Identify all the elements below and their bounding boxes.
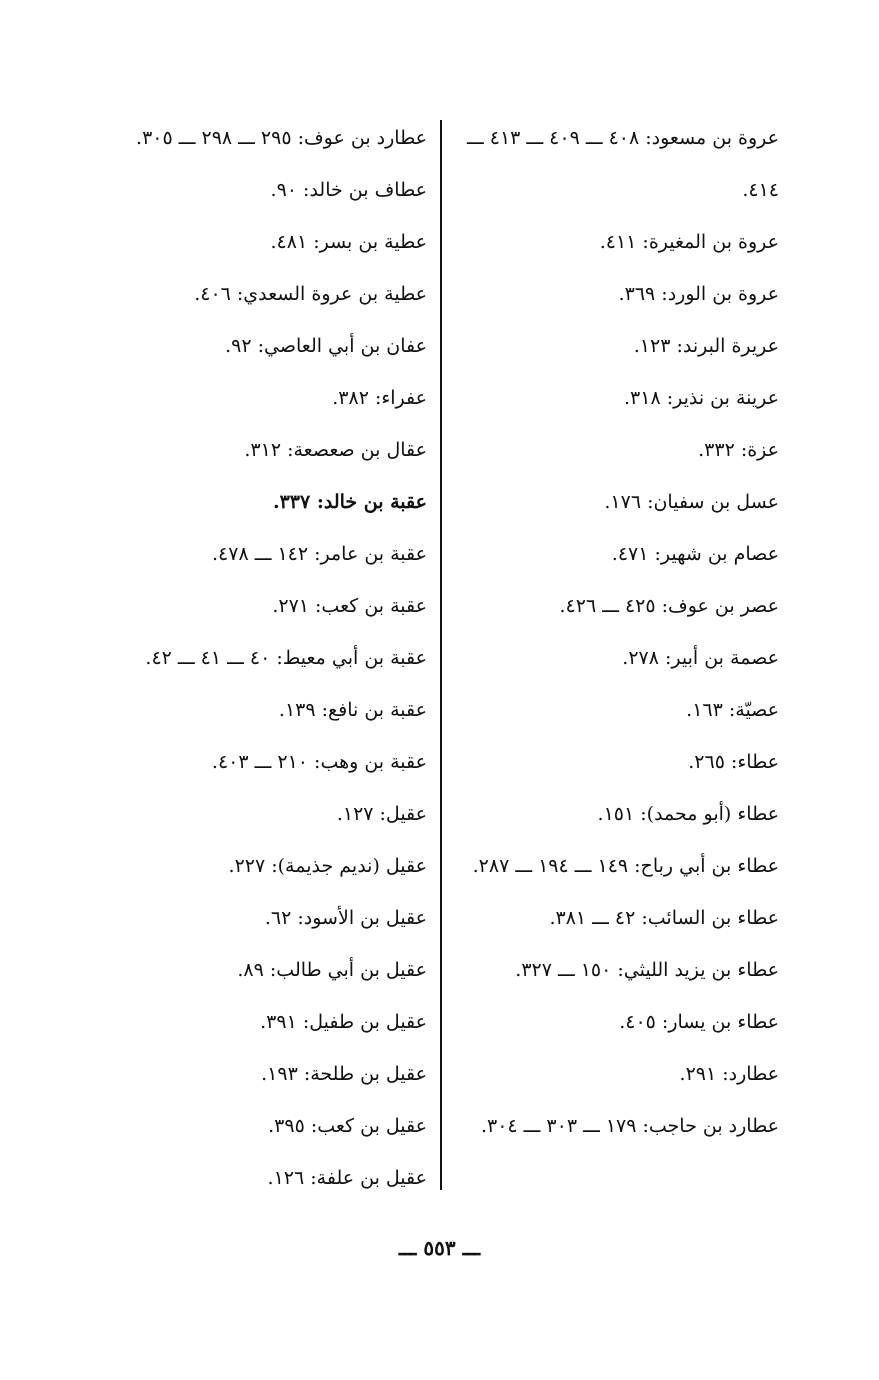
index-entry: عروة بن المغيرة: ٤١١. [599,231,779,253]
index-entry: عطارد بن حاجب: ١٧٩ ـــ ٣٠٣ ـــ ٣٠٤. [480,1115,779,1137]
index-entry: عقال بن صعصعة: ٣١٢. [244,439,427,461]
index-entry: عقبة بن نافع: ١٣٩. [278,699,427,721]
index-entry: عطاف بن خالد: ٩٠. [270,179,427,201]
index-entry: عطارد بن عوف: ٢٩٥ ـــ ٢٩٨ ـــ ٣٠٥. [136,127,427,149]
index-entry: عطارد: ٢٩١. [679,1063,779,1085]
index-entry: عطاء بن أبي رباح: ١٤٩ ـــ ١٩٤ ـــ ٢٨٧. [472,855,779,877]
index-entry: عزة: ٣٣٢. [698,439,779,461]
index-entry: عرينة بن نذير: ٣١٨. [623,387,779,409]
index-entry: عصر بن عوف: ٤٢٥ ـــ ٤٢٦. [559,595,779,617]
index-entry: عفان بن أبي العاصي: ٩٢. [225,335,427,357]
column-divider [440,120,442,1190]
index-entry: عسل بن سفيان: ١٧٦. [604,491,779,513]
index-entry: عقيل: ١٢٧. [336,803,427,825]
index-column-right [444,112,779,1152]
index-entry: عطاء بن يزيد الليثي: ١٥٠ ـــ ٣٢٧. [515,959,779,981]
index-entry: عطاء (أبو محمد): ١٥١. [597,803,779,825]
index-entry: عصيّة: ١٦٣. [686,699,779,721]
index-entry: عصمة بن أبير: ٢٧٨. [622,647,779,669]
index-entry: عقيل بن علفة: ١٢٦. [267,1167,427,1189]
index-entry: عصام بن شهير: ٤٧١. [611,543,779,565]
index-entry: عقبة بن أبي معيط: ٤٠ ـــ ٤١ ـــ ٤٢. [145,647,427,669]
page-number: ـــ ٥٥٣ ـــ [398,1236,481,1260]
index-entry: عريرة البرند: ١٢٣. [633,335,779,357]
index-entry: عطاء بن يسار: ٤٠٥. [619,1011,779,1033]
index-entry: عطية بن بسر: ٤٨١. [270,231,427,253]
index-entry: عروة بن مسعود: ٤٠٨ ـــ ٤٠٩ ـــ ٤١٣ ـــ ٤١٤. [467,127,779,201]
index-entry: عقبة بن وهب: ٢١٠ ـــ ٤٠٣. [211,751,427,773]
index-entry: عقيل بن طفيل: ٣٩١. [260,1011,427,1033]
index-entry: عفراء: ٣٨٢. [332,387,427,409]
index-entry: عطاء بن السائب: ٤٢ ـــ ٣٨١. [549,907,779,929]
index-entry: عقبة بن خالد: ٣٣٧. [272,491,427,513]
index-entry: عقبة بن كعب: ٢٧١. [272,595,427,617]
index-entry: عقيل بن كعب: ٣٩٥. [268,1115,427,1137]
index-entry: عقبة بن عامر: ١٤٢ ـــ ٤٧٨. [211,543,427,565]
index-entry: عطية بن عروة السعدي: ٤٠٦. [194,283,427,305]
index-entry: عقيل (نديم جذيمة): ٢٢٧. [228,855,427,877]
index-entry: عقيل بن طلحة: ١٩٣. [261,1063,427,1085]
index-entry: عقيل بن أبي طالب: ٨٩. [237,959,427,981]
index-entry: عقيل بن الأسود: ٦٢. [264,907,427,929]
index-column-left [92,112,427,1204]
index-entry: عروة بن الورد: ٣٦٩. [618,283,779,305]
index-entry: عطاء: ٢٦٥. [688,751,779,773]
